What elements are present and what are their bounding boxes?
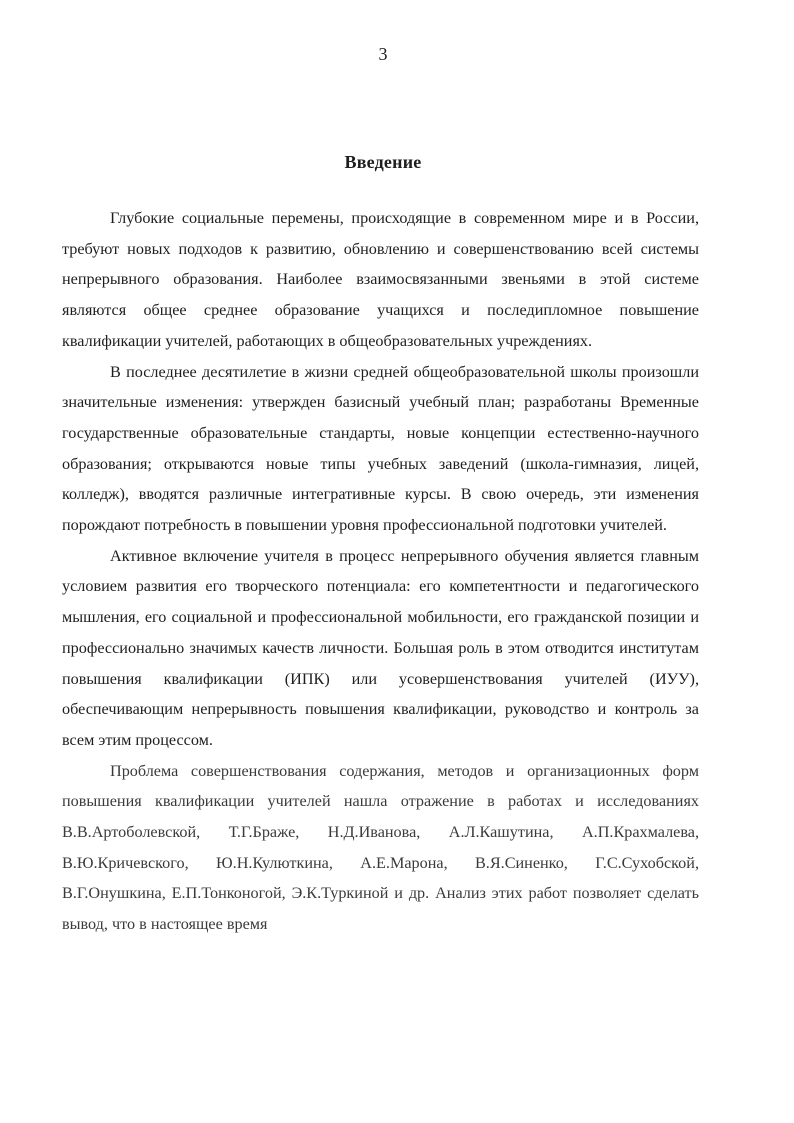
paragraph-teacher-role: Активное включение учителя в процесс непрерывного обучения является главным условием развития его творческого потенциала: его компетентности и педагогического мышления, его социальной и профессиональной мобильности, его гражданской позиции и профессионально значимых качеств личности. Большая роль в этом отводится институтам повышения квалификации (ИПК) или усовершенствования учителей (ИУУ), обеспечивающим непрерывность повышения квалификации, руководство и контроль за всем этим процессом. xyxy=(62,546,699,749)
paragraph-changes: В последнее десятилетие в жизни средней общеобразовательной школы произошли значительные изменения: утвержден базисный учебный план; разработаны Временные государственные образовательные стандарты, новые концепции естественно-научного образования; открываются новые типы учебных заведений (школа-гимназия, лицей, колледж), вводятся различные интегративные курсы. В свою очередь, эти изменения порождают потребность в повышении уровня профессиональной подготовки учителей. xyxy=(62,362,699,535)
body-text xyxy=(62,203,699,940)
paragraph-intro: Глубокие социальные перемены, происходящие в современном мире и в России, требуют новых подходов к развитию, обновлению и совершенствованию всей системы непрерывного образования. Наиболее взаимосвязанными звеньями в этой системе являются общее среднее образование учащихся и последипломное повышение квалификации учителей, работающих в общеобразовательных учреждениях. xyxy=(62,209,699,350)
page-number: 3 xyxy=(378,44,388,64)
section-heading: Введение xyxy=(344,152,422,173)
paragraph-research: Проблема совершенствования содержания, методов и организационных форм повышения квалификации учителей нашла отражение в работах и исследованиях В.В.Артоболевской, Т.Г.Браже, Н.Д.Иванова, А.Л.Кашутина, А.П.Крахмалева, В.Ю.Кричевского, Ю.Н.Кулюткина, А.Е.Марона, В.Я.Синенко, Г.С.Сухобской, В.Г.Онушкина, Е.П.Тонконогой, Э.К.Туркиной и др. Анализ этих работ позволяет сделать вывод, что в настоящее время xyxy=(62,761,699,934)
